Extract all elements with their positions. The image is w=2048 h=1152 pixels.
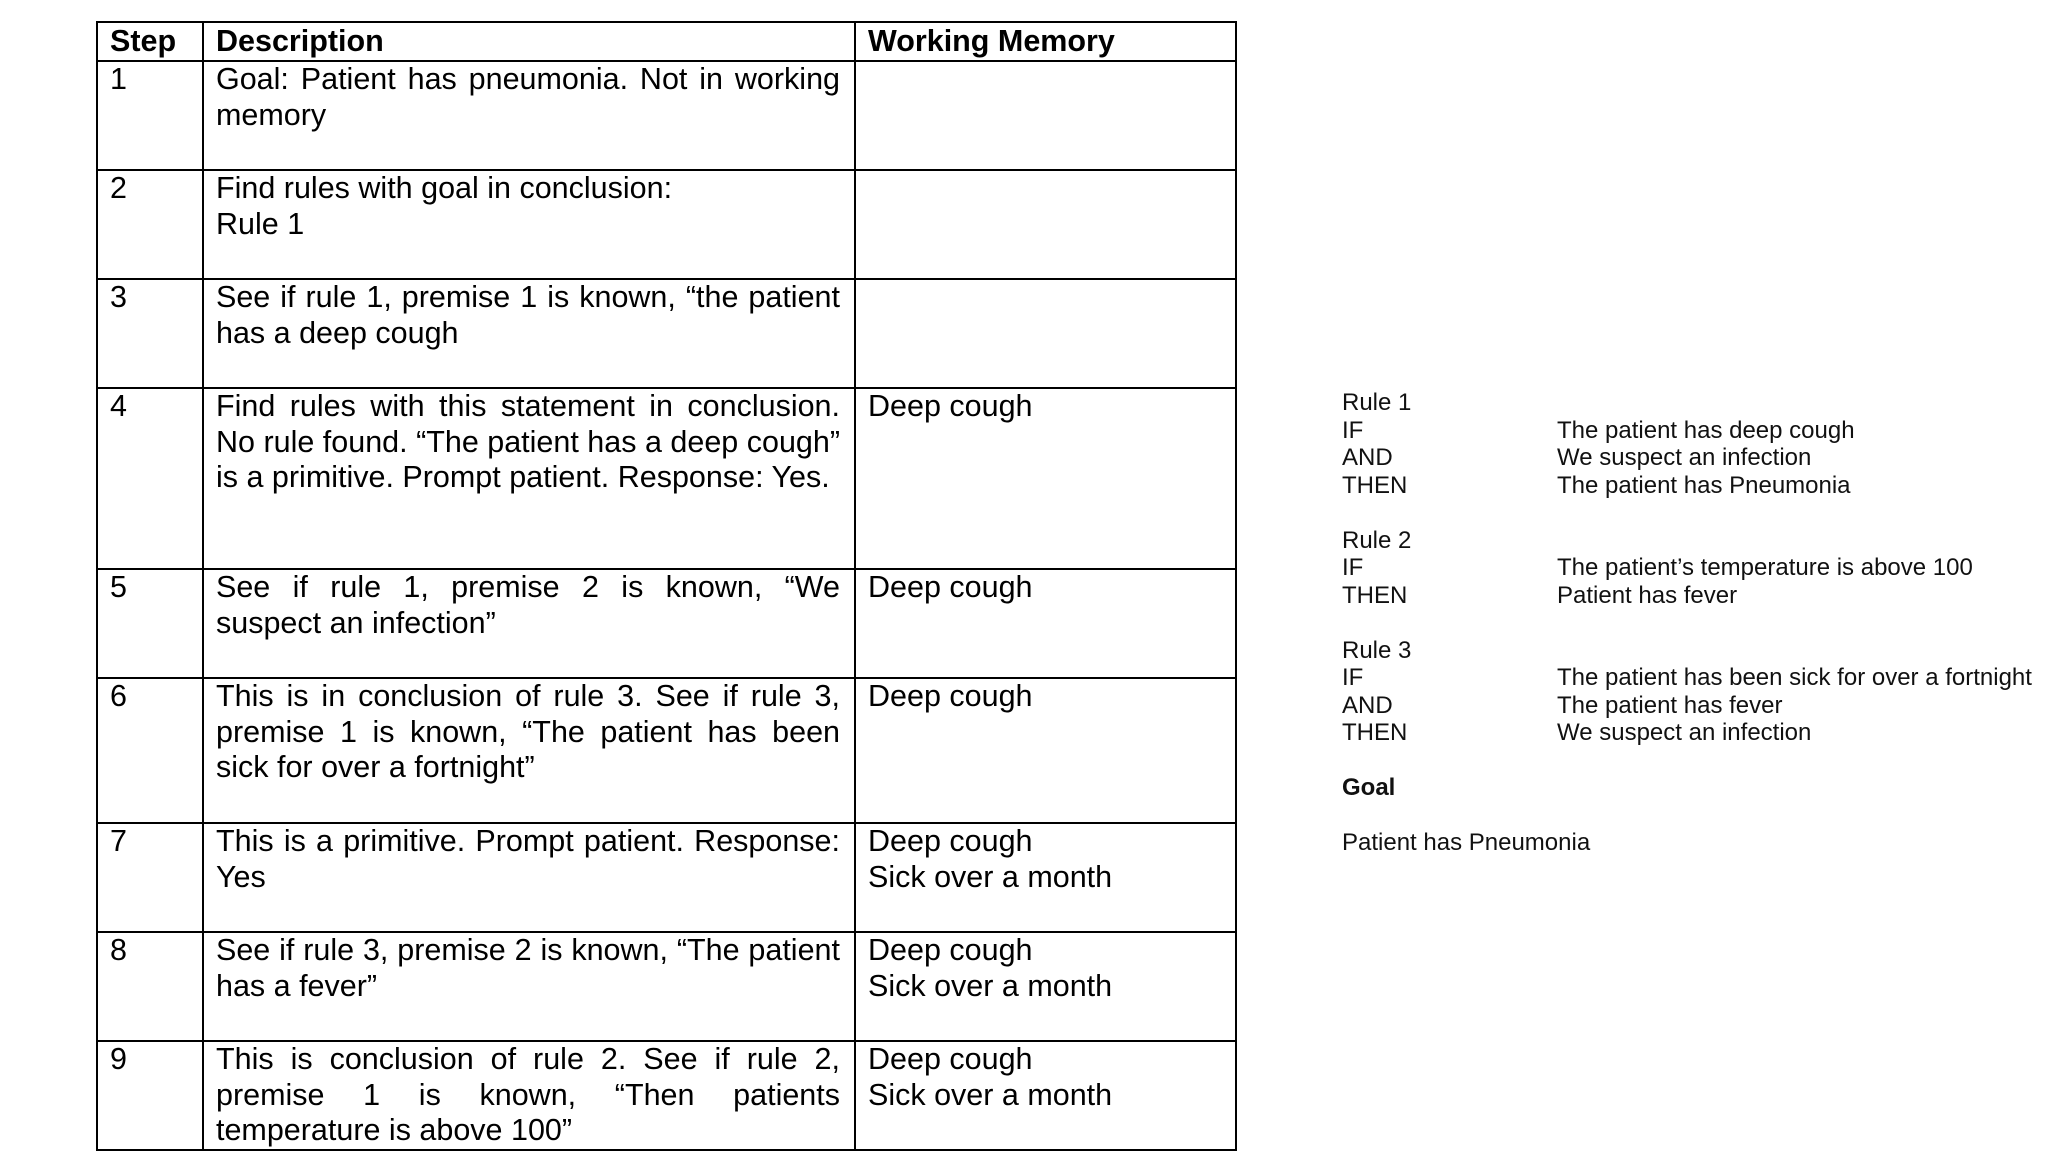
memory-item: Sick over a month: [868, 859, 1113, 894]
step-number: 9: [97, 1041, 203, 1150]
header-step: Step: [97, 22, 203, 61]
table-row: [97, 678, 1236, 823]
rule-text: The patient has deep cough: [1557, 416, 1855, 444]
table-header-row: [97, 22, 1236, 61]
memory-item: Deep cough: [868, 570, 1033, 604]
rule-text: The patient has Pneumonia: [1557, 471, 1851, 499]
rule-title: Rule 3: [1342, 636, 1412, 664]
rule-clause: [1342, 664, 2032, 692]
rule-keyword: IF: [1342, 664, 1364, 691]
rule-clause: [1342, 444, 2032, 472]
step-number: 1: [97, 61, 203, 170]
working-memory-cell: [855, 932, 1236, 1041]
rule-clause: [1342, 692, 2032, 720]
description-line: Rule 1: [216, 206, 305, 241]
rule-text: The patient has been sick for over a fortnight: [1557, 664, 2032, 691]
table-row: [97, 823, 1236, 932]
rule-text: We suspect an infection: [1557, 444, 1812, 471]
working-memory-cell: [855, 388, 1236, 569]
rule-2: [1342, 527, 2032, 610]
rule-clause: [1342, 719, 2032, 747]
step-description: See if rule 3, premise 2 is known, “The patient has a fever”: [203, 932, 855, 1041]
description-line: Find rules with goal in conclusion:: [216, 171, 673, 205]
rule-text: We suspect an infection: [1557, 719, 1812, 746]
step-number: 7: [97, 823, 203, 932]
memory-item: Sick over a month: [868, 1077, 1113, 1112]
memory-item: Deep cough: [868, 824, 1033, 858]
rule-keyword: AND: [1342, 444, 1393, 471]
memory-item: Deep cough: [868, 1042, 1033, 1076]
step-description: This is in conclusion of rule 3. See if rule 3, premise 1 is known, “The patient has been sick for over a fortnight”: [203, 678, 855, 823]
working-memory-cell: [855, 61, 1236, 170]
step-description: See if rule 1, premise 2 is known, “We suspect an infection”: [203, 569, 855, 678]
rule-keyword: IF: [1342, 554, 1364, 581]
rule-keyword: THEN: [1342, 471, 1408, 499]
working-memory-cell: [855, 170, 1236, 279]
step-description: Find rules with this statement in conclusion. No rule found. “The patient has a deep cough” is a primitive. Prompt patient. Response: Yes.: [203, 388, 855, 569]
step-description: This is conclusion of rule 2. See if rule 2, premise 1 is known, “Then patients temperature is above 100”: [203, 1041, 855, 1150]
memory-item: Deep cough: [868, 679, 1033, 713]
rule-3: [1342, 637, 2032, 747]
step-number: 2: [97, 170, 203, 279]
working-memory-cell: [855, 1041, 1236, 1150]
step-description: See if rule 1, premise 1 is known, “the patient has a deep cough: [203, 279, 855, 388]
table-row: [97, 932, 1236, 1041]
rule-text: The patient has fever: [1557, 691, 1783, 719]
rule-keyword: AND: [1342, 691, 1393, 719]
rule-keyword: IF: [1342, 416, 1364, 444]
header-working-memory: Working Memory: [855, 22, 1236, 61]
memory-item: Deep cough: [868, 933, 1033, 967]
rule-keyword: THEN: [1342, 581, 1408, 609]
table-row: [97, 279, 1236, 388]
working-memory-cell: [855, 823, 1236, 932]
rule-text: Patient has fever: [1557, 581, 1738, 609]
step-number: 8: [97, 932, 203, 1041]
working-memory-cell: [855, 569, 1236, 678]
rule-title: Rule 2: [1342, 526, 1412, 554]
goal-text: Patient has Pneumonia: [1342, 829, 1591, 856]
table-row: [97, 388, 1236, 569]
rule-clause: [1342, 472, 2032, 500]
step-description: This is a primitive. Prompt patient. Response: Yes: [203, 823, 855, 932]
backward-chaining-table: [96, 21, 1237, 1151]
rule-clause: [1342, 417, 2032, 445]
rule-title: Rule 1: [1342, 389, 1412, 416]
memory-item: Deep cough: [868, 389, 1033, 423]
step-description: [203, 170, 855, 279]
rules-panel: [1342, 389, 2032, 857]
goal-heading: Goal: [1342, 774, 1396, 801]
table-row: [97, 1041, 1236, 1150]
step-number: 4: [97, 388, 203, 569]
table-row: [97, 569, 1236, 678]
working-memory-cell: [855, 279, 1236, 388]
rule-text: The patient’s temperature is above 100: [1557, 554, 1973, 581]
rule-1: [1342, 389, 2032, 499]
rule-clause: [1342, 582, 2032, 610]
working-memory-cell: [855, 678, 1236, 823]
table-row: [97, 61, 1236, 170]
step-number: 6: [97, 678, 203, 823]
rule-clause: [1342, 554, 2032, 582]
memory-item: Sick over a month: [868, 968, 1113, 1003]
header-description: Description: [203, 22, 855, 61]
step-number: 5: [97, 569, 203, 678]
step-description: Goal: Patient has pneumonia. Not in working memory: [203, 61, 855, 170]
step-number: 3: [97, 279, 203, 388]
table-row: [97, 170, 1236, 279]
rule-keyword: THEN: [1342, 719, 1408, 746]
